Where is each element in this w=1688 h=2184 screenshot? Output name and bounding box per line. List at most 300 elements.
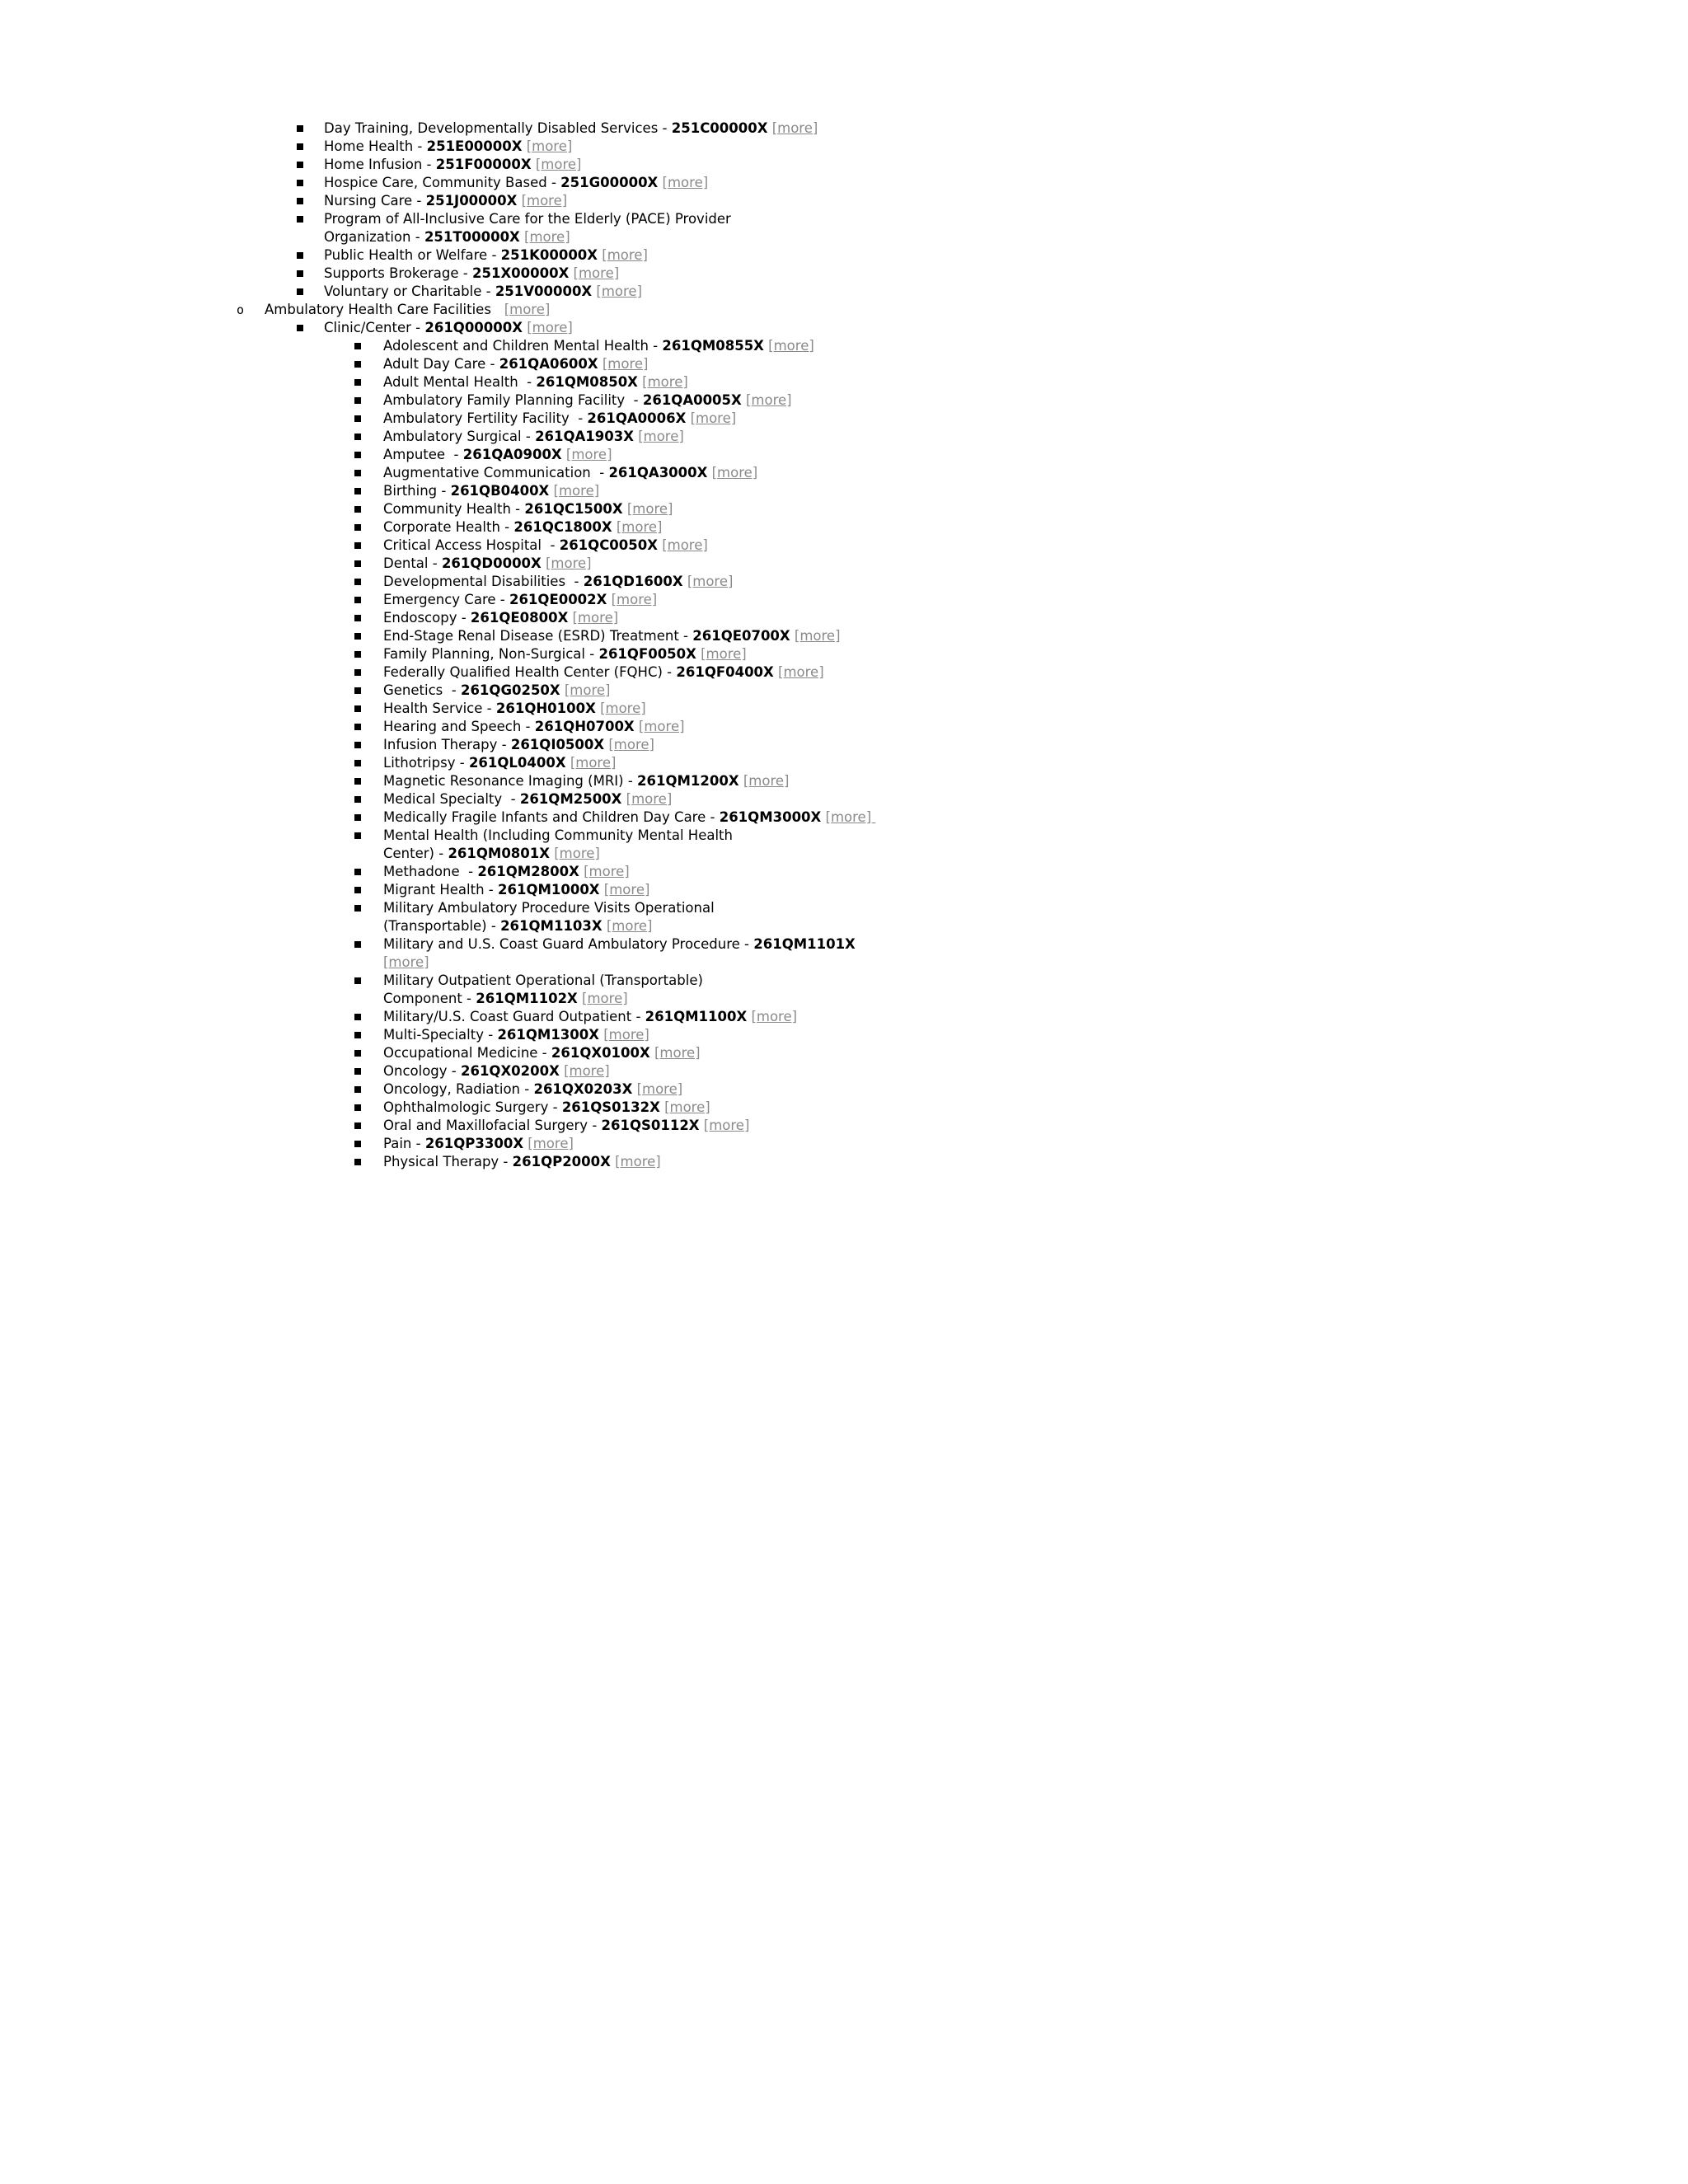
square-bullet-icon — [354, 724, 361, 730]
item-text: Ophthalmologic Surgery - 261QS0132X [more] — [383, 1099, 710, 1115]
more-link[interactable]: [more] — [528, 1136, 574, 1151]
list-item — [0, 827, 1688, 863]
list-item — [0, 446, 1688, 464]
more-link[interactable]: [more] — [535, 157, 582, 172]
item-label: Migrant Health — [383, 882, 485, 898]
more-link[interactable]: [more] — [603, 882, 650, 898]
more-link[interactable]: [more] — [573, 265, 620, 281]
item-label: Military Outpatient Operational (Transportable) — [383, 972, 703, 988]
item-text: Voluntary or Charitable - 251V00000X [more] — [324, 284, 643, 299]
square-bullet-icon — [354, 1032, 361, 1038]
taxonomy-code: 251K00000X — [500, 247, 598, 263]
more-link[interactable]: [more] — [662, 175, 709, 190]
taxonomy-code: 261QM0801X — [448, 846, 550, 861]
item-text: Public Health or Welfare - 251K00000X [more] — [324, 247, 648, 263]
item-text: Pain - 261QP3300X [more] — [383, 1136, 574, 1151]
list-item — [0, 138, 1688, 156]
item-label: Ambulatory Family Planning Facility — [383, 392, 630, 408]
list-item — [0, 663, 1688, 682]
taxonomy-code: 261QM1101X — [753, 936, 856, 952]
taxonomy-code: 261QX0100X — [551, 1045, 650, 1061]
square-bullet-icon — [354, 597, 361, 603]
square-bullet-icon — [297, 216, 303, 223]
taxonomy-code: 261QC0050X — [559, 537, 658, 553]
taxonomy-code: 261QM2800X — [477, 864, 579, 879]
square-bullet-icon — [354, 941, 361, 948]
item-text: Adult Day Care - 261QA0600X [more] — [383, 356, 649, 372]
item-text: Oncology - 261QX0200X [more] — [383, 1063, 610, 1079]
more-link[interactable]: [more] — [746, 392, 792, 408]
item-text: Day Training, Developmentally Disabled Services - 251C00000X [more] — [324, 120, 818, 136]
more-link[interactable]: [more] — [564, 1063, 610, 1079]
square-bullet-icon — [354, 434, 361, 440]
taxonomy-code: 261QM1103X — [500, 918, 603, 934]
item-label: (Transportable) — [383, 918, 487, 934]
item-label: Program of All-Inclusive Care for the Elderly (PACE) Provider — [324, 211, 731, 227]
square-bullet-icon — [354, 1159, 361, 1165]
list-item — [0, 718, 1688, 736]
square-bullet-icon — [354, 814, 361, 821]
more-link[interactable]: [more] — [615, 1154, 661, 1169]
item-text: Ambulatory Surgical - 261QA1903X [more] — [383, 429, 684, 444]
item-label: Adult Day Care — [383, 356, 486, 372]
taxonomy-code: 261QD1600X — [583, 574, 683, 589]
item-label: Ambulatory Health Care Facilities — [265, 302, 491, 317]
item-label: Military Ambulatory Procedure Visits Operational — [383, 900, 715, 916]
square-bullet-icon — [354, 524, 361, 531]
square-bullet-icon — [354, 778, 361, 785]
square-bullet-icon — [354, 560, 361, 567]
item-label: Physical Therapy — [383, 1154, 499, 1169]
more-link[interactable]: [more] — [771, 120, 818, 136]
more-link[interactable]: [more] — [572, 610, 619, 626]
square-bullet-icon — [354, 379, 361, 386]
item-label: Military and U.S. Coast Guard Ambulatory Procedure — [383, 936, 740, 952]
list-item — [0, 1062, 1688, 1080]
taxonomy-code: 251G00000X — [560, 175, 659, 190]
list-item — [0, 410, 1688, 428]
item-text: Ambulatory Family Planning Facility - 261QA0005X [more] — [383, 392, 792, 408]
list-item — [0, 319, 1688, 337]
square-bullet-icon — [354, 1122, 361, 1129]
more-link[interactable]: [more] — [521, 193, 568, 209]
square-bullet-icon — [354, 687, 361, 694]
taxonomy-code: 251V00000X — [495, 284, 593, 299]
item-label: Lithotripsy — [383, 755, 456, 771]
taxonomy-code: 251F00000X — [435, 157, 532, 172]
more-link[interactable]: [more] — [825, 809, 876, 825]
more-link[interactable]: [more] — [642, 374, 688, 390]
list-item — [0, 500, 1688, 518]
more-link[interactable]: [more] — [743, 773, 790, 789]
square-bullet-icon — [354, 1050, 361, 1057]
more-link[interactable]: [more] — [626, 791, 673, 807]
item-label: Voluntary or Charitable — [324, 284, 482, 299]
item-text: Medical Specialty - 261QM2500X [more] — [383, 791, 673, 807]
taxonomy-code: 261QH0100X — [495, 701, 596, 716]
item-label: Pain — [383, 1136, 412, 1151]
item-label: Home Health — [324, 138, 414, 154]
list-item — [0, 1026, 1688, 1044]
taxonomy-code: 261QG0250X — [460, 682, 560, 698]
more-link[interactable]: [more] — [603, 1027, 649, 1043]
list-item — [0, 537, 1688, 555]
taxonomy-code: 251T00000X — [424, 229, 520, 245]
item-text: Genetics - 261QG0250X [more] — [383, 682, 611, 698]
item-label: End-Stage Renal Disease (ESRD) Treatment — [383, 628, 679, 644]
more-link[interactable]: [more] — [553, 483, 600, 499]
more-link[interactable]: [more] — [711, 465, 758, 480]
item-text: Occupational Medicine - 261QX0100X [more] — [383, 1045, 701, 1061]
square-bullet-icon — [354, 633, 361, 640]
list-item — [0, 863, 1688, 881]
item-label: Federally Qualified Health Center (FQHC) — [383, 664, 663, 680]
item-label: Adolescent and Children Mental Health — [383, 338, 649, 354]
more-link[interactable]: [more] — [554, 846, 600, 861]
item-text — [265, 302, 550, 317]
list-item — [0, 627, 1688, 645]
taxonomy-code: 261QH0700X — [534, 719, 635, 734]
list-item — [0, 1135, 1688, 1153]
taxonomy-code: 261QS0112X — [601, 1118, 700, 1133]
list-item — [0, 1099, 1688, 1117]
taxonomy-code: 261QM3000X — [719, 809, 822, 825]
more-link[interactable]: [more] — [526, 138, 573, 154]
list-item — [0, 464, 1688, 482]
taxonomy-code: 261QM1300X — [497, 1027, 599, 1043]
item-label: Mental Health (Including Community Mental Health — [383, 827, 733, 843]
item-label: Hospice Care, Community Based — [324, 175, 547, 190]
taxonomy-code: 251X00000X — [472, 265, 570, 281]
list-item — [0, 808, 1688, 827]
more-link[interactable]: [more] — [546, 555, 592, 571]
taxonomy-code: 261QD0000X — [441, 555, 542, 571]
item-text: Oncology, Radiation - 261QX0203X [more] — [383, 1081, 683, 1097]
more-link[interactable]: [more] — [383, 954, 429, 970]
item-label: Critical Access Hospital — [383, 537, 546, 553]
item-label: Home Infusion — [324, 157, 423, 172]
item-label: Multi-Specialty — [383, 1027, 484, 1043]
more-link[interactable]: [more] — [600, 701, 646, 716]
taxonomy-code: 261QE0002X — [509, 592, 607, 607]
item-text: Program of All-Inclusive Care for the Elderly (PACE) Provider Organization - 251T00000X [more] — [324, 211, 731, 245]
taxonomy-code: 261QA0005X — [642, 392, 742, 408]
item-text: Military Outpatient Operational (Transportable) Component - 261QM1102X [more] — [383, 972, 703, 1006]
taxonomy-code: 261QM2500X — [519, 791, 622, 807]
taxonomy-code: 261QC1800X — [513, 519, 612, 535]
list-item — [0, 555, 1688, 573]
item-label: Oncology, Radiation — [383, 1081, 521, 1097]
taxonomy-code: 261QF0050X — [598, 646, 696, 662]
item-text: Dental - 261QD0000X [more] — [383, 555, 592, 571]
item-text: Supports Brokerage - 251X00000X [more] — [324, 265, 620, 281]
square-bullet-icon — [354, 705, 361, 712]
list-item — [0, 591, 1688, 609]
taxonomy-code: 261QM1100X — [645, 1009, 748, 1024]
item-label: Medically Fragile Infants and Children Day Care — [383, 809, 706, 825]
more-link[interactable]: [more] — [606, 918, 653, 934]
square-bullet-icon — [354, 506, 361, 513]
more-link[interactable]: [more] — [626, 501, 673, 517]
more-link[interactable]: [more] — [570, 755, 617, 771]
square-bullet-icon — [297, 270, 303, 277]
item-text: Multi-Specialty - 261QM1300X [more] — [383, 1027, 649, 1043]
list-item — [0, 790, 1688, 808]
item-text: Home Health - 251E00000X [more] — [324, 138, 573, 154]
square-bullet-icon — [354, 542, 361, 549]
square-bullet-icon — [354, 651, 361, 658]
list-item — [0, 120, 1688, 138]
list-item — [0, 355, 1688, 373]
more-link[interactable]: [more] — [602, 356, 649, 372]
taxonomy-code: 251J00000X — [425, 193, 518, 209]
item-text: Federally Qualified Health Center (FQHC) - 261QF0400X [more] — [383, 664, 824, 680]
square-bullet-icon — [354, 1086, 361, 1093]
item-label: Birthing — [383, 483, 438, 499]
list-item — [0, 700, 1688, 718]
list-item — [0, 301, 1688, 319]
item-label: Augmentative Communication — [383, 465, 595, 480]
item-text: Methadone - 261QM2800X [more] — [383, 864, 630, 879]
item-text: Birthing - 261QB0400X [more] — [383, 483, 600, 499]
more-link[interactable]: [more] — [638, 429, 684, 444]
square-bullet-icon — [354, 905, 361, 912]
more-link[interactable]: [more] — [664, 1099, 710, 1115]
item-label: Health Service — [383, 701, 483, 716]
list-item — [0, 391, 1688, 410]
list-item — [0, 736, 1688, 754]
square-bullet-icon — [354, 615, 361, 621]
more-link[interactable]: [more] — [616, 519, 663, 535]
more-link[interactable]: [more] — [687, 574, 734, 589]
item-text: Augmentative Communication - 261QA3000X [more] — [383, 465, 758, 480]
list-item — [0, 337, 1688, 355]
taxonomy-code: 261QM1000X — [498, 882, 600, 898]
item-label: Ambulatory Surgical — [383, 429, 522, 444]
more-link[interactable]: [more] — [611, 592, 658, 607]
more-link[interactable]: [more] — [564, 682, 611, 698]
item-label: Supports Brokerage — [324, 265, 459, 281]
square-bullet-icon — [354, 669, 361, 676]
item-label: Occupational Medicine — [383, 1045, 538, 1061]
item-label: Military/U.S. Coast Guard Outpatient — [383, 1009, 632, 1024]
item-label: Infusion Therapy — [383, 737, 498, 752]
list-item — [0, 754, 1688, 772]
square-bullet-icon — [354, 1014, 361, 1020]
list-item — [0, 246, 1688, 265]
list-item — [0, 1044, 1688, 1062]
item-text: Emergency Care - 261QE0002X [more] — [383, 592, 658, 607]
more-link[interactable]: [more] — [608, 737, 654, 752]
item-label: Day Training, Developmentally Disabled Services — [324, 120, 659, 136]
item-text: Medically Fragile Infants and Children Day Care - 261QM3000X [more] — [383, 809, 876, 825]
item-text: Migrant Health - 261QM1000X [more] — [383, 882, 650, 898]
item-label: Medical Specialty — [383, 791, 507, 807]
taxonomy-code: 261QP3300X — [424, 1136, 524, 1151]
list-item — [0, 192, 1688, 210]
item-label: Oncology — [383, 1063, 448, 1079]
taxonomy-code: 261QS0132X — [561, 1099, 660, 1115]
list-item — [0, 428, 1688, 446]
taxonomy-code: 261QX0200X — [460, 1063, 560, 1079]
taxonomy-code: 251C00000X — [671, 120, 768, 136]
more-link[interactable]: [more] — [636, 1081, 683, 1097]
taxonomy-code: 261QM1200X — [637, 773, 739, 789]
more-link[interactable]: [more] — [524, 229, 570, 245]
item-text: Critical Access Hospital - 261QC0050X [more] — [383, 537, 708, 553]
taxonomy-code: 261QE0800X — [470, 610, 569, 626]
more-link[interactable]: [more] — [751, 1009, 798, 1024]
square-bullet-icon — [354, 832, 361, 839]
more-link[interactable]: [more] — [690, 410, 737, 426]
more-link[interactable]: [more] — [602, 247, 648, 263]
taxonomy-code: 261QC1500X — [524, 501, 623, 517]
square-bullet-icon — [354, 1068, 361, 1075]
square-bullet-icon — [297, 180, 303, 186]
list-item — [0, 972, 1688, 1008]
item-text: Adult Mental Health - 261QM0850X [more] — [383, 374, 688, 390]
taxonomy-code: 261QE0700X — [692, 628, 790, 644]
square-bullet-icon — [297, 252, 303, 259]
list-item — [0, 518, 1688, 537]
item-label: Clinic/Center — [324, 320, 411, 335]
square-bullet-icon — [354, 887, 361, 893]
square-bullet-icon — [354, 343, 361, 349]
list-item — [0, 174, 1688, 192]
item-label: Endoscopy — [383, 610, 457, 626]
item-text: Military Ambulatory Procedure Visits Operational (Transportable) - 261QM1103X [more] — [383, 900, 715, 934]
more-link[interactable]: [more] — [527, 320, 573, 335]
item-text: Hearing and Speech - 261QH0700X [more] — [383, 719, 685, 734]
square-bullet-icon — [297, 125, 303, 132]
more-link[interactable]: [more] — [596, 284, 643, 299]
taxonomy-code: 251E00000X — [426, 138, 523, 154]
item-text: Hospice Care, Community Based - 251G00000X [more] — [324, 175, 709, 190]
item-label: Emergency Care — [383, 592, 496, 607]
item-label: Public Health or Welfare — [324, 247, 488, 263]
taxonomy-code: 261QL0400X — [468, 755, 566, 771]
item-text: Corporate Health - 261QC1800X [more] — [383, 519, 663, 535]
item-label: Hearing and Speech — [383, 719, 522, 734]
item-text: Amputee - 261QA0900X [more] — [383, 447, 612, 462]
item-label: Dental — [383, 555, 429, 571]
taxonomy-code: 261QP2000X — [512, 1154, 611, 1169]
more-link[interactable]: [more] — [654, 1045, 701, 1061]
more-link[interactable]: [more] — [768, 338, 814, 354]
list-item — [0, 156, 1688, 174]
item-text: Nursing Care - 251J00000X [more] — [324, 193, 568, 209]
item-label: Adult Mental Health — [383, 374, 523, 390]
taxonomy-code: 261Q00000X — [424, 320, 523, 335]
list-item — [0, 609, 1688, 627]
more-link[interactable]: [more] — [504, 302, 551, 317]
item-text: Family Planning, Non-Surgical - 261QF0050X [more] — [383, 646, 747, 662]
item-text: Ambulatory Fertility Facility - 261QA0006X [more] — [383, 410, 737, 426]
list-item — [0, 283, 1688, 301]
item-text: Magnetic Resonance Imaging (MRI) - 261QM1200X [more] — [383, 773, 790, 789]
taxonomy-code: 261QI0500X — [510, 737, 605, 752]
more-link[interactable]: [more] — [778, 664, 824, 680]
taxonomy-code: 261QA0900X — [462, 447, 562, 462]
item-label: Methadone — [383, 864, 464, 879]
square-bullet-icon — [354, 760, 361, 766]
taxonomy-code: 261QB0400X — [450, 483, 550, 499]
list-item — [0, 210, 1688, 246]
item-text: Mental Health (Including Community Mental Health Center) - 261QM0801X [more] — [383, 827, 733, 861]
item-text: Infusion Therapy - 261QI0500X [more] — [383, 737, 654, 752]
list-item — [0, 772, 1688, 790]
square-bullet-icon — [297, 325, 303, 331]
square-bullet-icon — [354, 488, 361, 494]
square-bullet-icon — [297, 288, 303, 295]
square-bullet-icon — [354, 361, 361, 368]
taxonomy-code: 261QA3000X — [608, 465, 708, 480]
list-item — [0, 1153, 1688, 1171]
taxonomy-code: 261QM1102X — [476, 991, 578, 1006]
item-label: Corporate Health — [383, 519, 500, 535]
item-label: Component — [383, 991, 462, 1006]
list-item — [0, 265, 1688, 283]
more-link[interactable]: [more] — [582, 991, 628, 1006]
list-item — [0, 573, 1688, 591]
square-bullet-icon — [354, 415, 361, 422]
item-label: Oral and Maxillofacial Surgery — [383, 1118, 588, 1133]
more-link[interactable]: [more] — [701, 646, 747, 662]
taxonomy-code: 261QA1903X — [535, 429, 634, 444]
list-item — [0, 899, 1688, 935]
item-text: Endoscopy - 261QE0800X [more] — [383, 610, 619, 626]
item-text: Lithotripsy - 261QL0400X [more] — [383, 755, 617, 771]
square-bullet-icon — [297, 143, 303, 150]
square-bullet-icon — [297, 198, 303, 204]
square-bullet-icon — [354, 796, 361, 803]
list-item — [0, 935, 1688, 972]
item-text: Military and U.S. Coast Guard Ambulatory Procedure - 261QM1101X [more] — [383, 936, 856, 970]
item-text: Physical Therapy - 261QP2000X [more] — [383, 1154, 661, 1169]
list-item — [0, 482, 1688, 500]
more-link[interactable]: [more] — [565, 447, 612, 462]
item-label: Amputee — [383, 447, 450, 462]
square-bullet-icon — [354, 452, 361, 458]
item-label: Family Planning, Non-Surgical — [383, 646, 586, 662]
item-label: Nursing Care — [324, 193, 413, 209]
more-link[interactable]: [more] — [703, 1118, 750, 1133]
more-link[interactable]: [more] — [794, 628, 841, 644]
taxonomy-code: 261QX0203X — [533, 1081, 633, 1097]
square-bullet-icon — [354, 742, 361, 748]
square-bullet-icon — [354, 579, 361, 585]
list-item — [0, 1080, 1688, 1099]
square-bullet-icon — [354, 869, 361, 875]
square-bullet-icon — [354, 470, 361, 476]
list-item — [0, 682, 1688, 700]
more-link[interactable]: [more] — [638, 719, 685, 734]
taxonomy-code: 261QM0850X — [536, 374, 638, 390]
item-text: Oral and Maxillofacial Surgery - 261QS0112X [more] — [383, 1118, 750, 1133]
more-link[interactable]: [more] — [584, 864, 630, 879]
item-label: Ambulatory Fertility Facility — [383, 410, 574, 426]
item-label: Center) — [383, 846, 434, 861]
square-bullet-icon — [354, 1104, 361, 1111]
list-item — [0, 645, 1688, 663]
square-bullet-icon — [297, 162, 303, 168]
item-label: Genetics — [383, 682, 448, 698]
item-text: Community Health - 261QC1500X [more] — [383, 501, 673, 517]
list-item — [0, 881, 1688, 899]
item-text: Adolescent and Children Mental Health - 261QM0855X [more] — [383, 338, 814, 354]
list-item — [0, 373, 1688, 391]
more-link[interactable]: [more] — [662, 537, 708, 553]
